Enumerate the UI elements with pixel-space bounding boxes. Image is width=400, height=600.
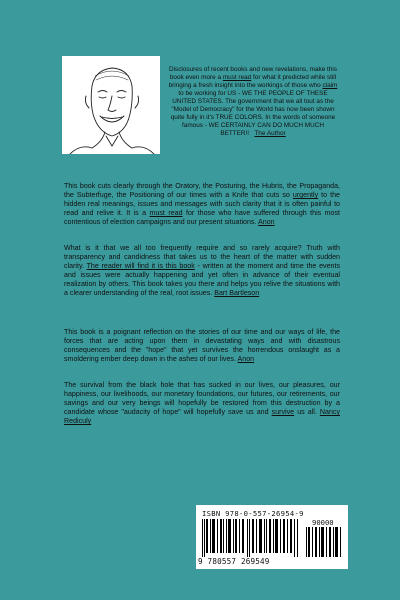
review-text: for those who have suffered through this most contentious of election campaigns and our present situations. <box>64 209 340 226</box>
barcode-bars <box>202 519 300 557</box>
review-text: This book is a poignant reflection on the stories of our time and our ways of life, the forces that are acting upon them in devastating ways and with disastrous consequences and the "hope" that yet survives the horrendous onslaught as a smoldering ember deep down in the ashes of our lives. <box>64 328 340 363</box>
review-attribution: Bart Bartleson <box>214 289 260 297</box>
review-emphasis: survive <box>271 408 295 416</box>
review-text: The survival from the black hole that has sucked in our lives, our pleasures, our happiness, our livelihoods, our monetary foundations, our futures, our retirements, our savings and our very beings will hopefully be restored from this destruction by a candidate whose "audacity of hope" will hopefully save us and <box>64 381 340 416</box>
quote-text: Disclosures of recent books and new revelations, make this book even more a <box>168 66 337 81</box>
quote-attribution: The Author <box>254 130 286 137</box>
price-code: 90000 <box>312 518 334 527</box>
ean-digits: 9 780557 269549 <box>198 557 270 566</box>
portrait-sketch-image <box>62 56 160 154</box>
addon-barcode-bars <box>306 527 342 557</box>
quote-emphasis: claim <box>322 82 338 89</box>
review-attribution: Anon <box>258 218 275 226</box>
author-quote <box>168 66 338 138</box>
review-emphasis: The reader will find it is this book <box>86 262 195 270</box>
review-text: This book cuts clearly through the Oratory, the Posturing, the Hubris, the Propaganda, the Subterfuge, the Positioning of our times with a Knife that cuts so <box>64 182 340 199</box>
review-paragraph <box>64 244 340 298</box>
review-paragraph <box>64 182 340 227</box>
review-attribution: Nancy Rediculy <box>64 408 340 425</box>
review-paragraph <box>64 328 340 364</box>
review-text: What is it that we all too frequently require and so rarely acquire? Truth with transparency and candidness that takes us to the heart of the matter with sudden clarity. <box>64 244 340 270</box>
quote-text: to be working for US - WE THE PEOPLE OF THESE UNITED STATES. The government that we all tout as the "Model of Democracy" for the World has now been shown quite fully in it's TRUE COLORS. In the words of someone famous - WE CERTAINLY CAN DO MUCH MUCH BETTER!! <box>170 90 336 137</box>
isbn-barcode <box>196 505 348 569</box>
review-emphasis: urgently <box>292 191 319 199</box>
quote-text: for what it predicted while still bringing a fresh insight into the workings of those who <box>168 74 337 89</box>
review-attribution: Anon <box>237 355 255 363</box>
quote-emphasis: must read <box>222 74 252 81</box>
review-paragraph <box>64 381 340 426</box>
review-emphasis: must read <box>149 209 183 217</box>
isbn-label: ISBN 978-0-557-26954-9 <box>202 509 304 518</box>
review-text: to the hidden real meanings, issues and messages with such clarity that it is often painful to read and relive it. It is a <box>64 191 340 217</box>
review-text: us all. <box>294 408 320 416</box>
review-text: - written at the moment and time the events and issues were actually happening and yet often in advance of their eventual realization by others. This book takes you there and helps you relive the situations with a clearer understanding of the real, root issues. <box>64 262 341 297</box>
